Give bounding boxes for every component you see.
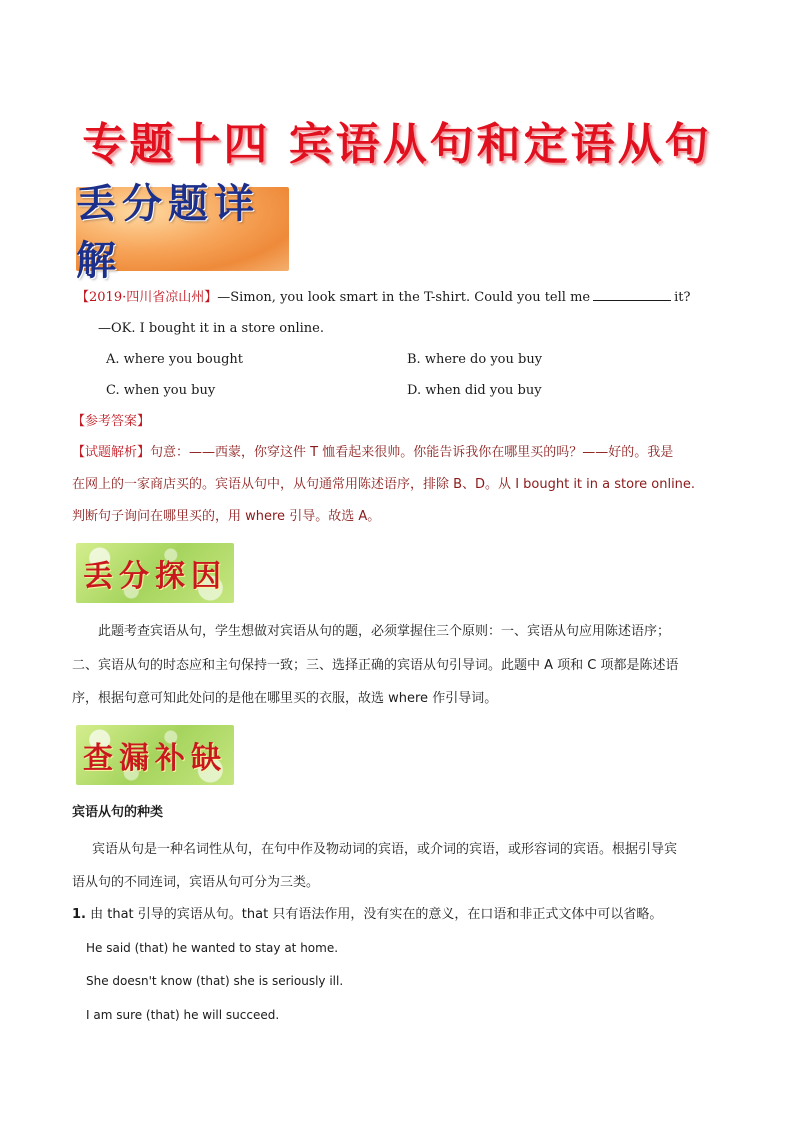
example-sentence: He said (that) he wanted to stay at home.: [86, 941, 339, 955]
cause-line-3: 序，根据句意可知此处问的是他在哪里买的衣服，故选 where 作引导词。: [72, 691, 498, 706]
option-c: C. when you buy: [106, 383, 216, 398]
answer-label: 【参考答案】: [72, 414, 151, 429]
point-1: [72, 907, 662, 923]
analysis-text-1: 句意：——西蒙，你穿这件 T 恤看起来很帅。你能告诉我你在哪里买的吗？——好的。我是: [150, 445, 674, 460]
question-reply: —OK. I bought it in a store online.: [98, 321, 325, 336]
option-d: D. when did you buy: [407, 383, 542, 398]
question-stem-part1: —Simon, you look smart in the T-shirt. Could you tell me: [217, 290, 591, 305]
analysis-line-2: 在网上的一家商店买的。宾语从句中，从句通常用陈述语序，排除 B、D。从 I bought it in a store online.: [72, 477, 696, 492]
cause-line-2: 二、宾语从句的时态应和主句保持一致；三、选择正确的宾语从句引导词。此题中 A 项和 C 项都是陈述语: [72, 658, 679, 673]
intro-line-2: 语从句的不同连词，宾语从句可分为三类。: [72, 875, 320, 890]
question-stem: [76, 289, 690, 306]
banner-lost-points-explained: 丢分题详解: [76, 187, 289, 271]
example-sentence: I am sure (that) he will succeed.: [86, 1008, 280, 1022]
option-a: A. where you bought: [106, 352, 244, 367]
answer-blank: [593, 289, 671, 301]
analysis-line-1: [72, 445, 673, 461]
intro-line-1: 宾语从句是一种名词性从句，在句中作及物动词的宾语，或介词的宾语，或形容词的宾语。根据引导宾: [92, 842, 678, 857]
section-heading: 宾语从句的种类: [72, 805, 164, 820]
example-sentence: She doesn't know (that) she is seriously ill.: [86, 974, 344, 988]
cause-line-1: 此题考查宾语从句，学生想做对宾语从句的题，必须掌握住三个原则：一、宾语从句应用陈述语序；: [98, 624, 671, 639]
banner-lost-points-cause: 丢分探因: [76, 543, 234, 603]
page-title: 专题十四 宾语从句和定语从句: [82, 119, 712, 170]
option-b: B. where do you buy: [407, 352, 543, 367]
point-1-text: 由 that 引导的宾语从句。that 只有语法作用，没有实在的意义，在口语和非正式文体中可以省略。: [90, 907, 663, 922]
question-stem-part2: it?: [674, 290, 691, 305]
analysis-line-3: 判断句子询问在哪里买的，用 where 引导。故选 A。: [72, 509, 381, 524]
point-1-number: 1.: [72, 907, 86, 922]
analysis-label: 【试题解析】: [72, 445, 151, 460]
banner-fill-gaps: 查漏补缺: [76, 725, 234, 785]
question-source: 【2019·四川省凉山州】: [76, 290, 218, 305]
